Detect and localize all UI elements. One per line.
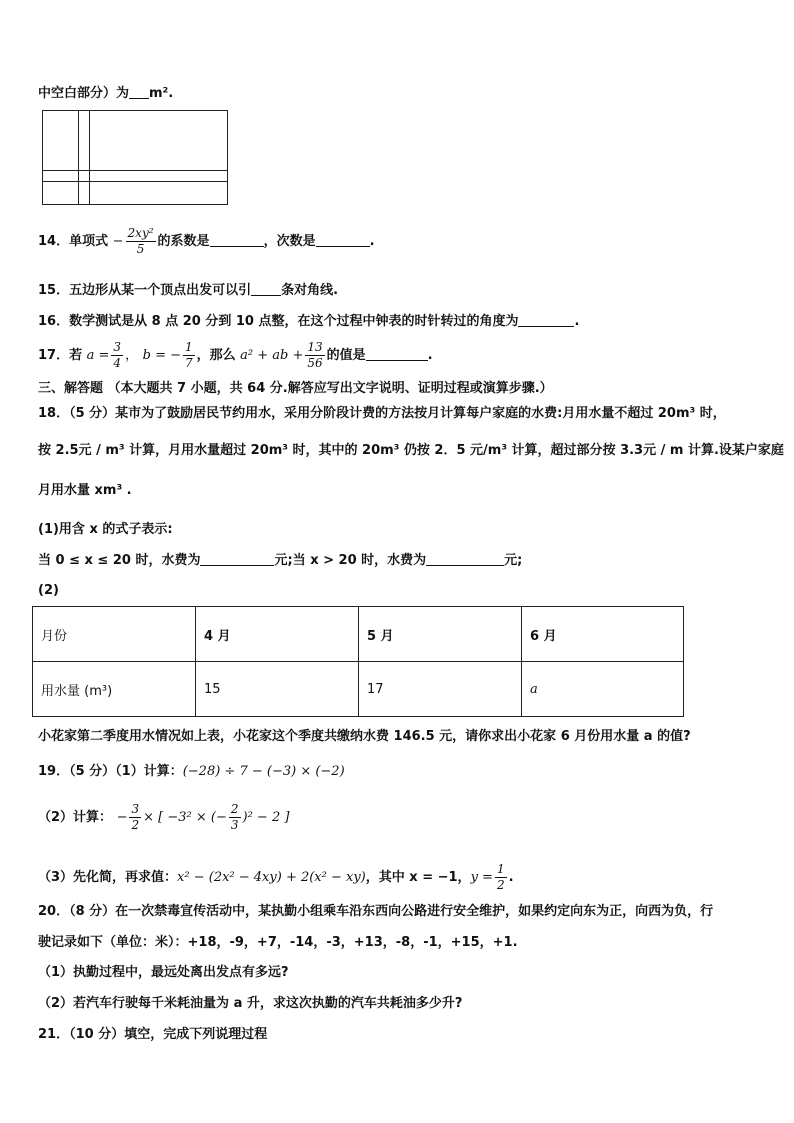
q19-y-den: 2 — [496, 878, 505, 892]
q14-denominator: 5 — [136, 242, 145, 256]
table-header-cell: 6 月 — [522, 607, 684, 662]
q19-expr2-pre: − — [116, 810, 128, 825]
q20-line-1: 20．（8 分）在一次禁毒宣传活动中，某执勤小组乘车沿东西向公路进行安全维护，如果约定向东为正，向西为负，行 — [38, 904, 714, 919]
q19-f-den: 2 — [131, 818, 140, 832]
q19-label2: （2）计算： — [38, 810, 113, 825]
table-header-cell: 月份 — [33, 607, 196, 662]
q18-conditions — [38, 551, 522, 570]
q19-expr2-end: )² − 2 ] — [242, 810, 290, 825]
q17-c-den: 56 — [307, 356, 323, 370]
q19-part-1 — [38, 763, 345, 781]
q19-y-num: 1 — [496, 862, 505, 876]
table-row — [33, 607, 684, 662]
q19-frac-y — [495, 862, 507, 893]
q14-mid: 的系数是 — [157, 234, 210, 249]
q19-line1: 19．（5 分）（1）计算： — [38, 764, 183, 779]
q18-part-1: (1)用含 x 的式子表示: — [38, 522, 173, 537]
q13-text: 中空白部分）为 — [38, 86, 130, 101]
q13-unit: m². — [149, 86, 174, 101]
question-14: 14．单项式 − $\frac{\text{2xy²}}{5}$ 的系数是 ，次数是 . — [38, 226, 375, 256]
q13-rectangle-figure — [42, 110, 230, 206]
table-header-cell: 4 月 — [196, 607, 359, 662]
q19-y-pre: y = — [470, 870, 493, 885]
q17-blank — [366, 346, 428, 361]
q20-sub-1: （1）执勤过程中，最远处离出发点有多远? — [38, 965, 289, 980]
q19-expr1: (−28) ÷ 7 − (−3) × (−2) — [182, 764, 345, 779]
q15-post: 条对角线. — [281, 283, 339, 298]
q18-line-1: 18．（5 分）某市为了鼓励居民节约用水，采用分阶段计费的方法按月计算每户家庭的水费:月用水量不超过 20m³ 时， — [38, 406, 726, 421]
table-cell: a — [522, 662, 684, 717]
q17-a-den: 4 — [113, 356, 122, 370]
q13-blank — [129, 84, 149, 99]
q18-line-2: 按 2.5元 / m³ 计算，月用水量超过 20m³ 时，其中的 20m³ 仍按 2．5 元/m³ 计算，超过部分按 3.3元 / m 计算.设某户家庭 — [38, 443, 784, 458]
q19-expr3: x² − (2x² − 4xy) + 2(x² − xy) — [177, 870, 366, 885]
q17-pre: 若 — [69, 348, 83, 363]
q19-part-2 — [38, 802, 289, 833]
q19-frac-g — [229, 802, 241, 833]
q19-frac-f — [129, 802, 141, 833]
q19-g-num: 2 — [230, 802, 239, 816]
q17-frac-c — [305, 340, 324, 371]
q18-yuan: 元; — [504, 553, 523, 568]
question-17: 17．若 a = $\frac{3}{4}$ ， b = − $\frac{1}{7}$ ，那么 a² + ab + $\frac{13}{56}$ 的值是 . — [38, 340, 433, 370]
q19-expr2-mid: × [ −3² × (− — [143, 810, 227, 825]
water-usage-table — [32, 606, 684, 717]
q16-number: 16． — [38, 314, 70, 329]
q14-blank-1 — [210, 232, 264, 247]
q16-end: . — [574, 314, 580, 329]
q14-fraction — [126, 226, 156, 257]
q19-f-num: 3 — [131, 802, 140, 816]
q19-where: ，其中 x = −1， — [365, 870, 471, 885]
question-16 — [38, 312, 579, 331]
q19-part-3 — [38, 862, 514, 893]
q16-blank — [518, 312, 574, 327]
q17-post: 的值是 — [326, 348, 366, 363]
q19-end: . — [508, 870, 514, 885]
q15-blank — [251, 281, 281, 296]
table-cell: 17 — [359, 662, 522, 717]
q17-number: 17． — [38, 348, 70, 363]
q17-expr: a² + ab + — [240, 348, 304, 363]
q17-b-den: 7 — [184, 356, 193, 370]
q17-frac-a — [111, 340, 123, 371]
q17-b-num: 1 — [184, 340, 193, 354]
q14-pre: 单项式 — [69, 234, 109, 249]
table-cell: 用水量 (m³) — [33, 662, 196, 717]
q17-a-num: 3 — [113, 340, 122, 354]
q17-c-num: 13 — [307, 340, 323, 354]
question-15 — [38, 281, 338, 300]
q18-part-2: (2) — [38, 583, 59, 598]
q13-tail — [38, 84, 173, 103]
q14-numerator: 2xy² — [127, 226, 154, 240]
q19-label3: （3）先化简，再求值： — [38, 870, 178, 885]
q16-text: 数学测试是从 8 点 20 分到 10 点整，在这个过程中钟表的时针转过的角度为 — [69, 314, 519, 329]
table-header-cell: 5 月 — [359, 607, 522, 662]
q17-end: . — [427, 348, 433, 363]
q18-cond1: 当 0 ≤ x ≤ 20 时，水费为 — [38, 553, 201, 568]
table-cell: 15 — [196, 662, 359, 717]
q14-blank-2 — [316, 232, 370, 247]
q19-g-den: 3 — [230, 818, 239, 832]
q14-end: . — [369, 234, 375, 249]
q20-sub-2: （2）若汽车行驶每千米耗油量为 a 升，求这次执勤的汽车共耗油多少升? — [38, 996, 463, 1011]
q14-sep: ，次数是 — [263, 234, 316, 249]
q18-blank-1 — [200, 551, 274, 566]
section-three-header: 三、解答题 （本大题共 7 小题，共 64 分.解答应写出文字说明、证明过程或演算步骤.） — [38, 381, 553, 396]
outer-rect — [43, 111, 228, 205]
q20-line-2: 驶记录如下（单位：米）：+18，-9，+7，-14，-3，+13，-8，-1，+15，+1. — [38, 935, 518, 950]
q17-frac-b — [183, 340, 195, 371]
q15-pre: 五边形从某一个顶点出发可以引 — [69, 283, 252, 298]
q18-question: 小花家第二季度用水情况如上表，小花家这个季度共缴纳水费 146.5 元，请你求出小花家 6 月份用水量 a 的值? — [38, 729, 691, 744]
q15-number: 15． — [38, 283, 70, 298]
q18-blank-2 — [426, 551, 504, 566]
q18-mid: 元;当 x > 20 时，水费为 — [274, 553, 427, 568]
table-row — [33, 662, 684, 717]
q18-line-3: 月用水量 xm³ . — [38, 483, 132, 498]
question-21: 21．（10 分）填空，完成下列说理过程 — [38, 1027, 268, 1042]
q14-number: 14． — [38, 234, 70, 249]
